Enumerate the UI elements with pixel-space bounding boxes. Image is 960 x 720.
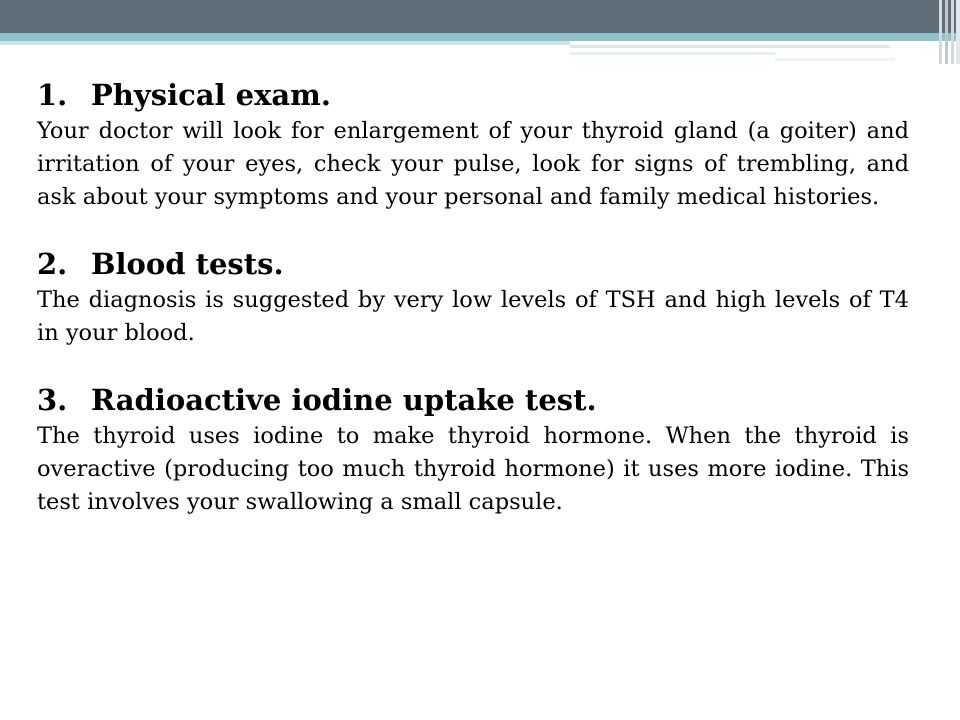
section-radioactive-iodine (37, 383, 909, 519)
section-blood-tests (37, 247, 909, 350)
slide-content (37, 78, 909, 519)
header-band-light (0, 41, 570, 45)
section-body: The thyroid uses iodine to make thyroid hormone. When the thyroid is overactive (producing too much thyroid hormone) it uses more iodine. This test involves your swallowing a small capsule. (37, 423, 909, 515)
header-band-dark (0, 0, 960, 33)
section-number: 2. (37, 247, 68, 281)
section-body: Your doctor will look for enlargement of your thyroid gland (a goiter) and irritation of your eyes, check your pulse, look for signs of trembling, and ask about your symptoms and your personal and family medical histories. (37, 118, 909, 210)
section-number: 1. (37, 78, 68, 112)
section-number: 3. (37, 383, 68, 417)
section-physical-exam (37, 78, 909, 214)
section-heading (37, 247, 909, 281)
section-title: Physical exam. (91, 78, 331, 112)
section-title: Radioactive iodine uptake test. (91, 383, 597, 417)
header-rail (951, 0, 954, 64)
header-band-stub (775, 58, 895, 61)
section-title: Blood tests. (91, 247, 284, 281)
header-band-stub (570, 45, 890, 48)
header-band-stub (570, 52, 775, 55)
header-rail (945, 0, 948, 64)
header-band (0, 0, 960, 64)
section-heading (37, 78, 909, 112)
section-heading (37, 383, 909, 417)
header-rail (956, 0, 960, 64)
header-right-rails (934, 0, 960, 64)
header-rail (939, 0, 942, 64)
header-band-teal (0, 33, 960, 41)
section-body: The diagnosis is suggested by very low levels of TSH and high levels of T4 in your blood. (37, 287, 909, 346)
